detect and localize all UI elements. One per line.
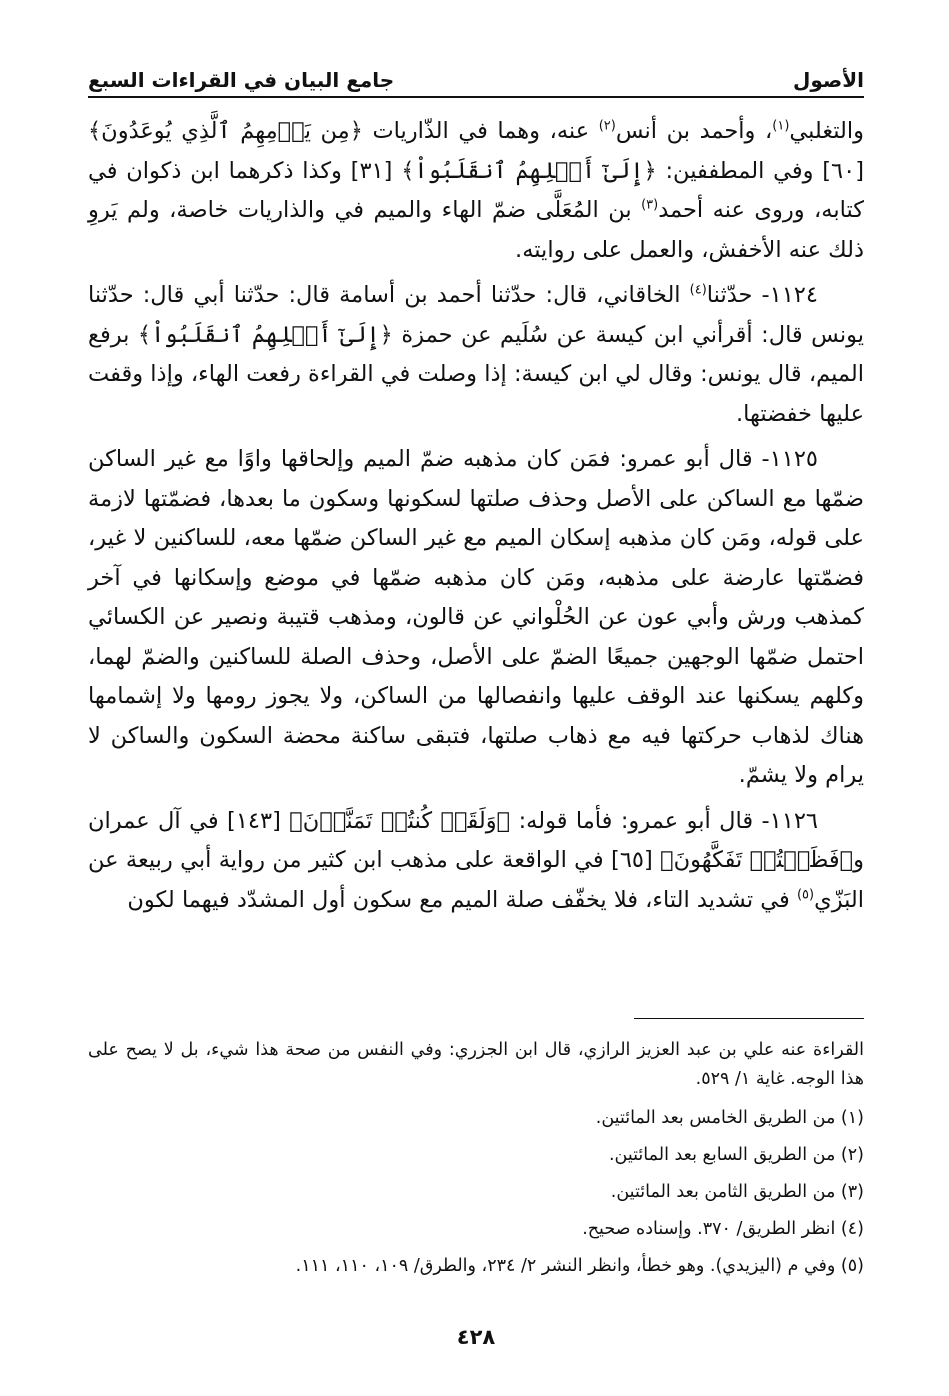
text-run: [٣١] وكذا ذكرهما ابن ذكوان في كتابه، وروى عنه أحمد [88, 157, 864, 223]
quran-verse: ﴿فَظَلۡتُمۡ تَفَكَّهُونَ﴾ [660, 847, 854, 873]
header-section-title: الأصول [793, 68, 864, 92]
header-rule [88, 96, 864, 98]
text-run: بن المُعَلَّى ضمّ الهاء والميم في والذاريات خاصة، ولم يَروِ ذلك عنه الأخفش، والعمل على روايته. [88, 197, 864, 263]
footnote-continuation: القراءة عنه علي بن عبد العزيز الرازي، قال ابن الجزري: وفي النفس من صحة هذا شيء، بل لا يصح على هذا الوجه. غاية ١/ ٥٢٩. [88, 1040, 864, 1089]
footnote-1: (١) من الطريق الخامس بعد المائتين. [595, 1108, 864, 1128]
text-run: الخاقاني، قال: حدّثنا أحمد بن أسامة قال: حدّثنا أبي قال: حدّثنا يونس قال: أقرأني ابن كيسة عن سُلَيم عن حمزة [88, 282, 865, 348]
book-page [88, 50, 864, 1370]
main-text [88, 112, 864, 926]
text-run: في تشديد التاء، فلا يخفّف صلة الميم مع سكون أول المشدّد فيهما لكون [127, 886, 797, 913]
footnote-4: (٤) انظر الطريق/ ٣٧٠. وإسناده صحيح. [582, 1219, 864, 1239]
quran-verse: ﴿إِلَىٰٓ أَهۡلِهِمُ ٱنقَلَبُواْ﴾ [137, 321, 393, 348]
footnotes [88, 1036, 864, 1289]
paragraph-1125: ١١٢٥- قال أبو عمرو: فمَن كان مذهبه ضمّ الميم وإلحاقها واوًا مع غير الساكن ضمّها مع الساكن على الأصل وحذف صلتها لسكونها وسكون ما بعدها، فضمّتها لازمة على قوله، ومَن كان مذهبه إسكان الميم مع غير الساكن ضمّها معه، للساكنين لا غير، فضمّتها عارضة على مذهبه، ومَن كان مذهبه ضمّها في موضع وإسكانها في آخر كمذهب ورش وأبي عون عن الحُلْواني عن قالون، ومذهب قتيبة ونصير عن الكسائي احتمل ضمّها الوجهين جميعًا الضمّ على الأصل، وحذف الصلة للساكنين والضمّ لهما، وكلهم يسكنها عند الوقف عليها وانفصالها من الساكن، ولا يجوز رومها ولا إشمامها هناك لذهاب حركتها فيه مع ذهاب صلتها، فتبقى ساكنة محضة السكون والساكن لا يرام ولا يشمّ. [88, 446, 864, 788]
page-number: ٤٢٨ [456, 1325, 496, 1349]
footnote-ref-1: (١) [772, 118, 790, 134]
text-run: عنه، وهما في الذّاريات [362, 118, 599, 144]
text-run: ١١٢٤- حدّثنا [706, 282, 818, 308]
running-header [88, 58, 864, 92]
paragraph-1 [88, 112, 864, 270]
quran-verse: ﴿مِن يَوۡمِهِمُ ٱلَّذِي يُوعَدُونَ﴾ [88, 118, 363, 144]
paragraph-1126 [88, 802, 864, 921]
footnote-ref-2: (٢) [598, 118, 616, 134]
footnote-3: (٣) من الطريق الثامن بعد المائتين. [610, 1182, 864, 1202]
text-run: والتغلبي [789, 118, 864, 144]
footnote-ref-3: (٣) [641, 197, 659, 213]
footnote-2: (٢) من الطريق السابع بعد المائتين. [608, 1145, 864, 1165]
quran-verse: ﴿وَلَقَدۡ كُنتُمۡ تَمَنَّوۡنَ﴾ [289, 807, 511, 834]
text-run: ، وأحمد بن أنس [615, 118, 773, 144]
footnote-ref-5: (٥) [796, 887, 815, 902]
text-run: [٦٥] في الواقعة على مذهب ابن كثير من رواية أبي ربيعة عن البَزّي [88, 847, 864, 913]
quran-verse: ﴿إِلَىٰٓ أَهۡلِهِمُ ٱنقَلَبُواْ﴾ [401, 157, 657, 184]
text-run: [٦٠] وفي المطففين: [656, 157, 864, 184]
paragraph-1124 [88, 276, 864, 434]
footnote-rule [634, 1018, 864, 1019]
header-book-title: جامع البيان في القراءات السبع [88, 68, 395, 92]
footnote-ref-4: (٤) [689, 282, 707, 298]
text-run: ١١٢٦- قال أبو عمرو: فأما قوله: [510, 807, 818, 834]
footnote-5: (٥) وفي م (اليزيدي). وهو خطأ، وانظر النشر ٢/ ٢٣٤، والطرق/ ١٠٩، ١١٠، ١١١. [295, 1256, 864, 1276]
text-run: [١٤٣] في آل عمران و [88, 807, 864, 873]
text-run: برفع الميم، قال يونس: وقال لي ابن كيسة: إذا وصلت في القراءة رفعت الهاء، وإذا وقفت عليها خفضتها. [88, 321, 864, 427]
